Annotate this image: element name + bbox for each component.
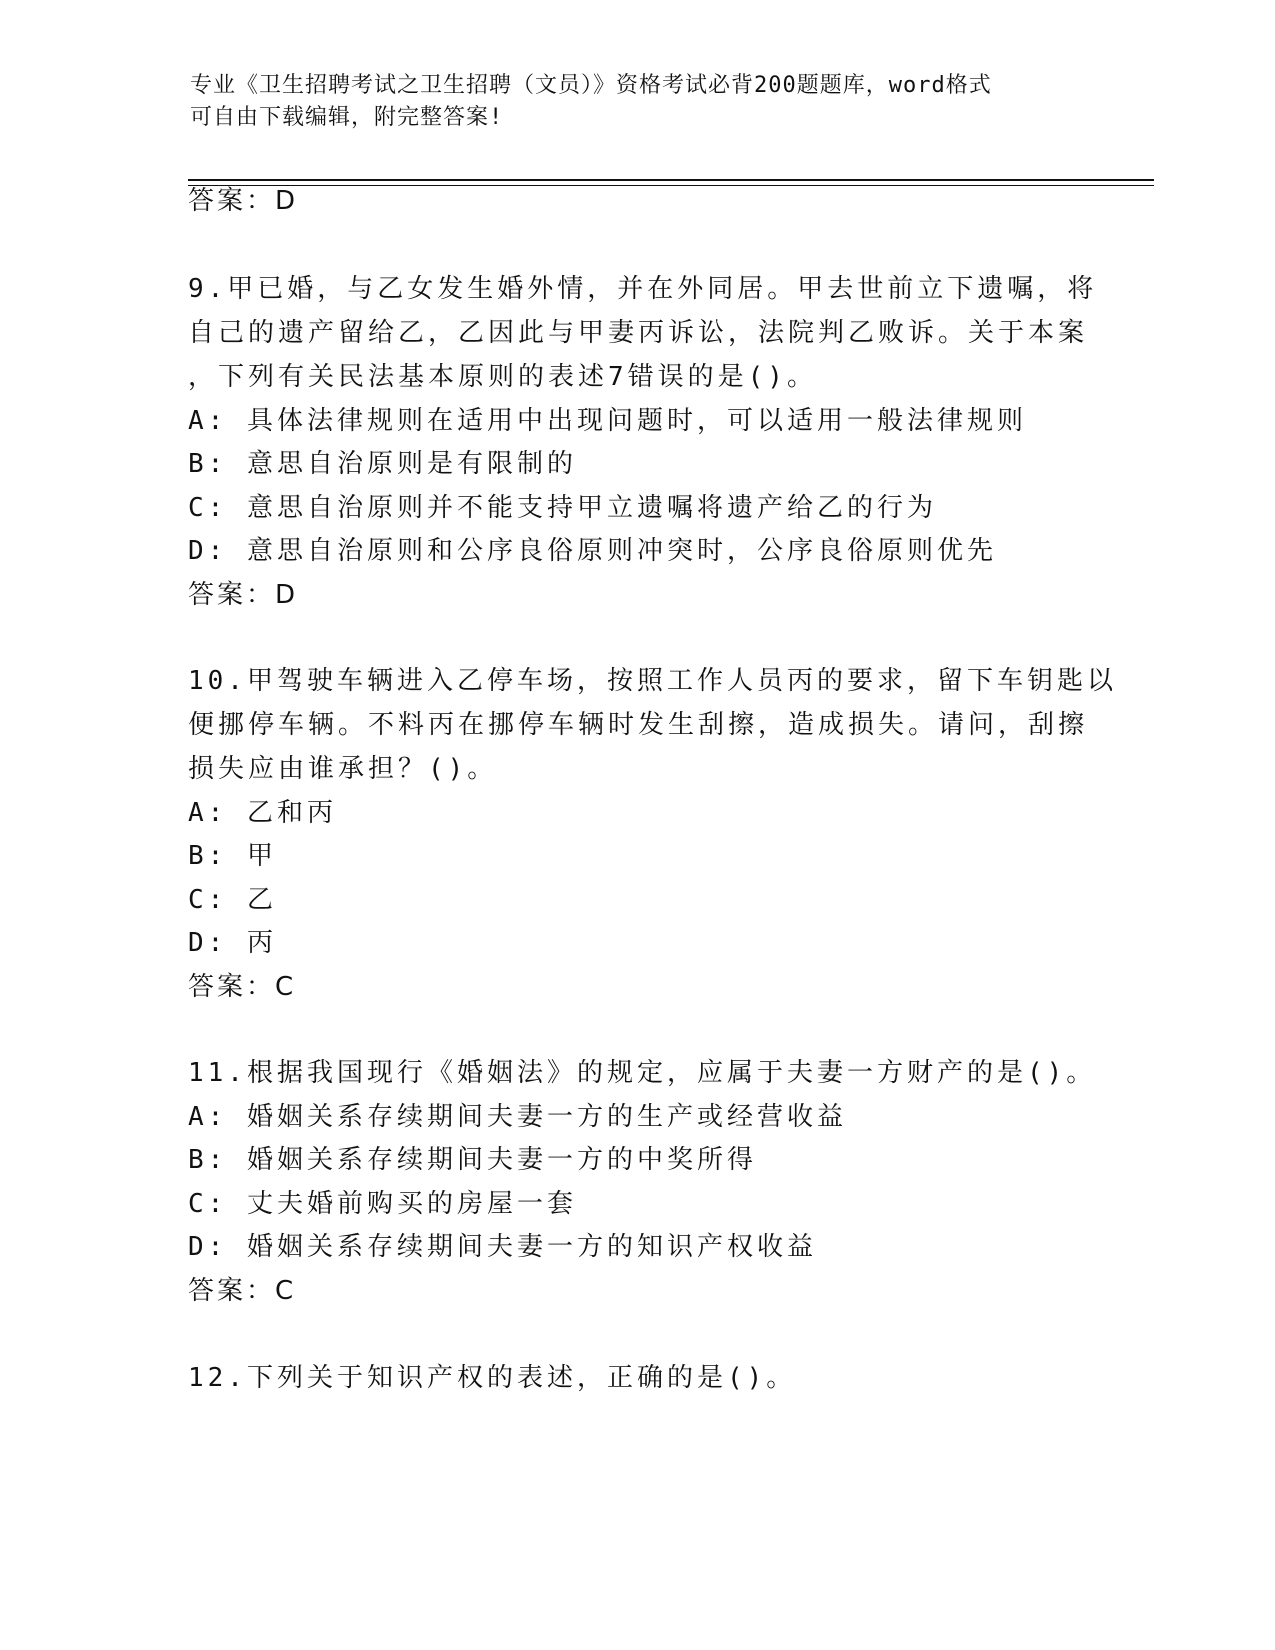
question-9-answer: 答案：D [188,580,299,610]
question-10-option-b: B: 甲 [188,841,277,871]
question-9-option-d: D: 意思自治原则和公序良俗原则冲突时，公序良俗原则优先 [188,536,997,566]
question-10-text-line-2: 便挪停车辆。不料丙在挪停车辆时发生刮擦，造成损失。请问，刮擦 [188,710,1089,740]
header-rule-thick [188,179,1154,181]
question-9-text-line-3: ，下列有关民法基本原则的表述7错误的是()。 [188,362,817,392]
header-line-1: 专业《卫生招聘考试之卫生招聘（文员）》资格考试必背200题题库，word格式 [190,73,992,98]
question-11-text-line-1: 11.根据我国现行《婚姻法》的规定，应属于夫妻一方财产的是()。 [188,1058,1097,1088]
question-11-answer: 答案：C [188,1276,297,1306]
question-11-option-a: A: 婚姻关系存续期间夫妻一方的生产或经营收益 [188,1102,847,1132]
question-11-option-d: D: 婚姻关系存续期间夫妻一方的知识产权收益 [188,1232,817,1262]
question-9-text-line-1: 9.甲已婚，与乙女发生婚外情，并在外同居。甲去世前立下遗嘱，将 [188,274,1098,304]
question-11-option-c: C: 丈夫婚前购买的房屋一套 [188,1189,577,1219]
question-9-text-line-2: 自己的遗产留给乙，乙因此与甲妻丙诉讼，法院判乙败诉。关于本案 [188,318,1089,348]
question-10-option-a: A: 乙和丙 [188,798,337,828]
question-10-text-line-1: 10.甲驾驶车辆进入乙停车场，按照工作人员丙的要求，留下车钥匙以 [188,666,1117,696]
question-9-option-b: B: 意思自治原则是有限制的 [188,449,577,479]
question-10-option-c: C: 乙 [188,885,277,915]
answer-previous: 答案：D [188,186,299,216]
document-header [190,70,1090,134]
question-11-option-b: B: 婚姻关系存续期间夫妻一方的中奖所得 [188,1145,757,1175]
question-10-text-line-3: 损失应由谁承担？()。 [188,754,498,784]
question-9-option-a: A: 具体法律规则在适用中出现问题时，可以适用一般法律规则 [188,406,1027,436]
question-9-option-c: C: 意思自治原则并不能支持甲立遗嘱将遗产给乙的行为 [188,493,937,523]
header-line-2: 可自由下载编辑，附完整答案! [190,105,504,130]
header-rule-thin [188,185,1154,186]
question-12-text-line-1: 12.下列关于知识产权的表述，正确的是()。 [188,1363,797,1393]
question-10-option-d: D: 丙 [188,928,277,958]
question-10-answer: 答案：C [188,972,297,1002]
